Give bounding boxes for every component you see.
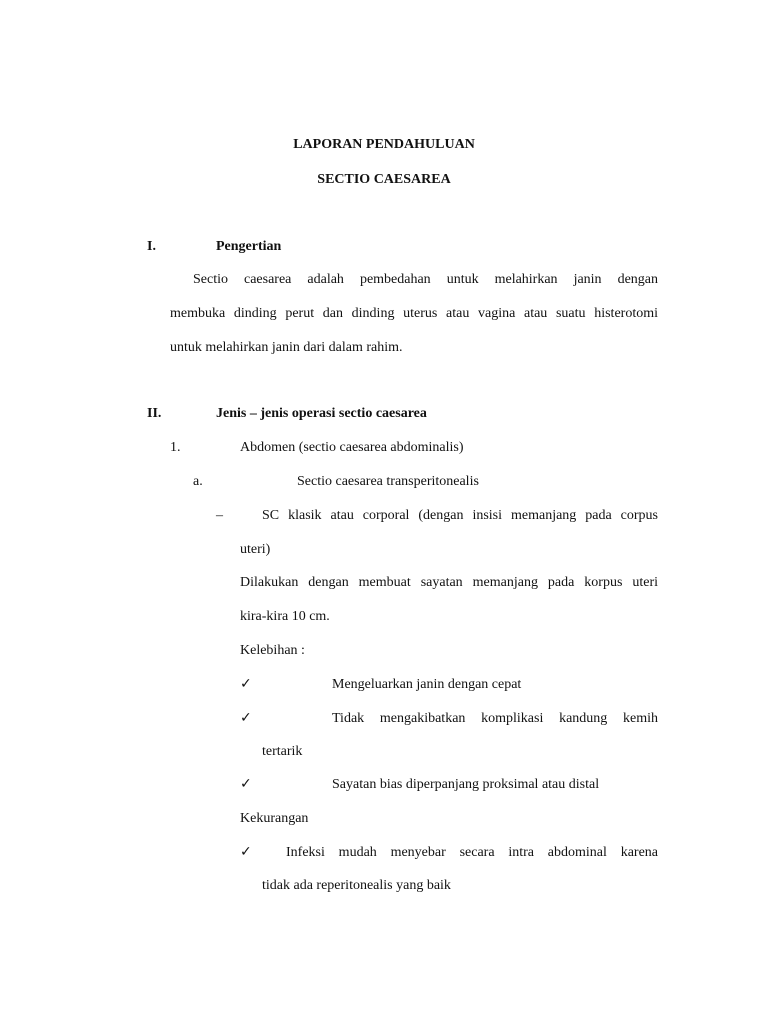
list-item-abdomen: Abdomen (sectio caesarea abdominalis) — [240, 440, 464, 455]
disadvantages-label: Kekurangan — [240, 811, 309, 826]
section-heading-jenis: Jenis – jenis operasi sectio caesarea — [216, 406, 427, 421]
advantage-item: Tidak mengakibatkan komplikasi kandung kemih — [332, 711, 658, 726]
bullet-line: SC klasik atau corporal (dengan insisi memanjang pada corpus — [262, 508, 658, 523]
document-title: LAPORAN PENDAHULUAN — [293, 137, 475, 152]
paragraph-line: membuka dinding perut dan dinding uterus atau vagina atau suatu histerotomi — [170, 306, 658, 321]
disadvantage-item-continued: tidak ada reperitonealis yang baik — [262, 878, 451, 893]
checkmark-icon: ✓ — [240, 844, 252, 860]
sublist-item-transperitonealis: Sectio caesarea transperitonealis — [297, 474, 479, 489]
section-number: II. — [147, 406, 162, 421]
paragraph-line: untuk melahirkan janin dari dalam rahim. — [170, 340, 403, 355]
paragraph-line: Sectio caesarea adalah pembedahan untuk melahirkan janin dengan — [193, 272, 658, 287]
advantage-item: Sayatan bias diperpanjang proksimal atau distal — [332, 777, 600, 792]
section-number: I. — [147, 239, 156, 254]
description-line: Dilakukan dengan membuat sayatan memanjang pada korpus uteri — [240, 575, 658, 590]
section-heading-pengertian: Pengertian — [216, 239, 282, 254]
advantage-item-continued: tertarik — [262, 744, 303, 759]
document-subtitle: SECTIO CAESAREA — [317, 172, 451, 187]
checkmark-icon: ✓ — [240, 776, 252, 792]
advantages-label: Kelebihan : — [240, 643, 305, 658]
checkmark-icon: ✓ — [240, 710, 252, 726]
sublist-letter: a. — [193, 474, 203, 489]
bullet-line: uteri) — [240, 542, 271, 557]
dash-marker: – — [216, 508, 223, 523]
disadvantage-item: Infeksi mudah menyebar secara intra abdominal karena — [286, 845, 658, 860]
description-line: kira-kira 10 cm. — [240, 609, 330, 624]
list-number: 1. — [170, 440, 181, 455]
checkmark-icon: ✓ — [240, 676, 252, 692]
advantage-item: Mengeluarkan janin dengan cepat — [332, 677, 522, 692]
